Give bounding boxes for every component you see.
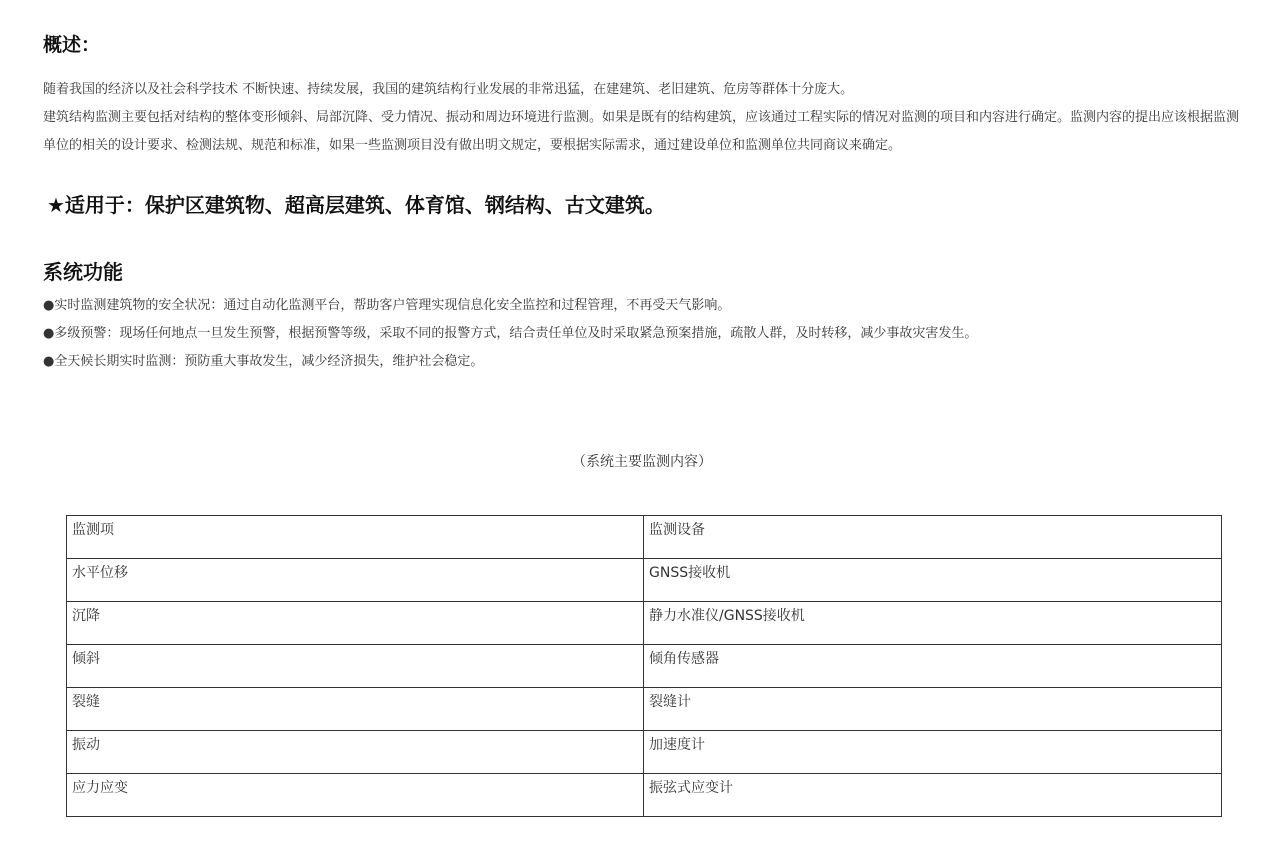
table-cell-device: 倾角传感器 — [644, 645, 1222, 688]
table-cell-device: 振弦式应变计 — [644, 774, 1222, 817]
table-row — [67, 731, 1222, 774]
table-cell-device: 加速度计 — [644, 731, 1222, 774]
function-item-alert: ●多级预警：现场任何地点一旦发生预警，根据预警等级，采取不同的报警方式，结合责任单位及时采取紧急预案措施，疏散人群，及时转移，减少事故灾害发生。 — [43, 326, 978, 341]
table-row — [67, 645, 1222, 688]
overview-paragraph-1: 随着我国的经济以及社会科学技术 不断快速、持续发展，我国的建筑结构行业发展的非常迅猛，在建建筑、老旧建筑、危房等群体十分庞大。 — [43, 82, 854, 97]
applicable-heading: ★适用于：保护区建筑物、超高层建筑、体育馆、钢结构、古文建筑。 — [47, 193, 665, 217]
overview-heading: 概述： — [43, 34, 101, 56]
table-row — [67, 559, 1222, 602]
table-header-device: 监测设备 — [644, 516, 1222, 559]
table-cell-device: GNSS接收机 — [644, 559, 1222, 602]
table-cell-device: 静力水准仪/GNSS接收机 — [644, 602, 1222, 645]
table-cell-item: 裂缝 — [67, 688, 644, 731]
table-cell-item: 水平位移 — [67, 559, 644, 602]
function-item-realtime: ●实时监测建筑物的安全状况：通过自动化监测平台，帮助客户管理实现信息化安全监控和过程管理，不再受天气影响。 — [43, 298, 731, 313]
functions-heading: 系统功能 — [43, 260, 123, 284]
table-cell-item: 沉降 — [67, 602, 644, 645]
table-row — [67, 774, 1222, 817]
monitoring-table — [66, 515, 1222, 817]
table-caption: （系统主要监测内容） — [572, 454, 712, 470]
table-cell-item: 应力应变 — [67, 774, 644, 817]
function-item-allweather: ●全天候长期实时监测：预防重大事故发生，减少经济损失，维护社会稳定。 — [43, 354, 484, 369]
table-row — [67, 688, 1222, 731]
table-header-row — [67, 516, 1222, 559]
table-cell-device: 裂缝计 — [644, 688, 1222, 731]
table-row — [67, 602, 1222, 645]
table-cell-item: 倾斜 — [67, 645, 644, 688]
table-cell-item: 振动 — [67, 731, 644, 774]
overview-text — [43, 76, 1243, 160]
table-header-item: 监测项 — [67, 516, 644, 559]
overview-paragraph-2: 建筑结构监测主要包括对结构的整体变形倾斜、局部沉降、受力情况、振动和周边环境进行监测。如果是既有的结构建筑，应该通过工程实际的情况对监测的项目和内容进行确定。监测内容的提出应该根据监测单位的相关的设计要求、检测法规、规范和标准，如果一些监测项目没有做出明文规定，要根据实际需求，通过建设单位和监测单位共同商议来确定。 — [43, 110, 1240, 153]
